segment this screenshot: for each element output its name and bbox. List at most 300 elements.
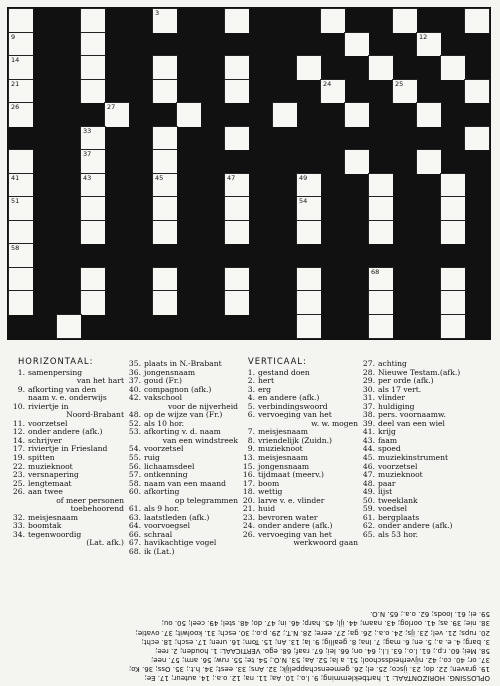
grid-cell-black <box>105 9 129 33</box>
grid-cell-white[interactable] <box>345 150 369 174</box>
grid-cell-white[interactable] <box>9 174 33 198</box>
grid-cell-white[interactable] <box>393 9 417 33</box>
grid-cell-black <box>321 103 345 127</box>
grid-cell-black <box>249 56 273 80</box>
grid-cell-black <box>273 291 297 315</box>
grid-cell-white[interactable] <box>369 315 393 339</box>
grid-cell-black <box>345 244 369 268</box>
grid-cell-white[interactable] <box>417 33 441 57</box>
grid-cell-white[interactable] <box>225 127 249 151</box>
grid-cell-black <box>249 291 273 315</box>
clue-item-text: voorzetsel <box>378 461 418 471</box>
grid-cell-white[interactable] <box>297 221 321 245</box>
grid-cell-black <box>57 244 81 268</box>
grid-cell-black <box>33 174 57 198</box>
grid-cell-white[interactable] <box>297 268 321 292</box>
clue-item-number: 12. <box>12 427 25 437</box>
grid-cell-black <box>393 244 417 268</box>
verticaal-heading: VERTICAAL: <box>248 356 307 366</box>
grid-cell-white[interactable] <box>369 174 393 198</box>
grid-cell-black <box>225 244 249 268</box>
grid-cell-white[interactable] <box>297 315 321 339</box>
clue-item-number: 19. <box>12 453 25 463</box>
grid-cell-black <box>105 174 129 198</box>
clue-number: 56 <box>131 220 140 229</box>
clue-item-text: voorzetsel <box>144 444 184 454</box>
clue-item-number: 2. <box>247 376 255 386</box>
clue-item-text: verbindingswoord <box>258 401 328 411</box>
clue-item-number: 29. <box>362 376 375 386</box>
clue-item-number: 1. <box>247 367 255 377</box>
clue-item-number: 41. <box>362 427 375 437</box>
grid-cell-white[interactable] <box>465 127 489 151</box>
clue-item-text: krijg <box>378 427 396 437</box>
clue-item-text: onder andere (afk.) <box>378 521 453 531</box>
grid-cell-black <box>153 103 177 127</box>
grid-cell-black <box>201 315 225 339</box>
grid-cell-black <box>297 9 321 33</box>
grid-cell-white[interactable] <box>153 9 177 33</box>
clue-item-number <box>10 497 28 506</box>
grid-cell-white[interactable] <box>225 56 249 80</box>
grid-cell-white[interactable] <box>225 291 249 315</box>
clue-item-text: voorvoegsel <box>144 521 191 531</box>
grid-cell-black <box>297 33 321 57</box>
grid-cell-black <box>393 33 417 57</box>
grid-cell-black <box>465 197 489 221</box>
clue-item-text: achting <box>378 359 407 368</box>
grid-cell-black <box>57 268 81 292</box>
clue-item-number: 42. <box>128 393 141 403</box>
clue-item-text: meisjesnaam <box>28 512 78 522</box>
clue-item-number: 48. <box>362 478 375 488</box>
clue-item-number: 58. <box>128 478 141 488</box>
clue-item-text: vervoeging van het <box>258 410 332 420</box>
grid-cell-black <box>201 174 225 198</box>
clue-item-number: 25. <box>12 478 25 488</box>
clue-item-text: voor de nijverheid <box>167 401 238 411</box>
grid-cell-white[interactable] <box>81 33 105 57</box>
grid-cell-black <box>201 221 225 245</box>
clue-item-text: jongensnaam <box>258 461 310 471</box>
grid-cell-white[interactable] <box>465 80 489 104</box>
grid-cell-white[interactable] <box>153 56 177 80</box>
grid-cell-black <box>273 268 297 292</box>
clue-number: 30 <box>371 103 380 111</box>
grid-cell-white[interactable] <box>441 221 465 245</box>
grid-cell-white[interactable] <box>393 80 417 104</box>
grid-cell-white[interactable] <box>81 9 105 33</box>
grid-cell-white[interactable] <box>369 268 393 292</box>
grid-cell-black <box>297 127 321 151</box>
grid-cell-white[interactable] <box>225 197 249 221</box>
clue-item-text: werkwoord gaan <box>293 538 358 548</box>
clue-item-text: van het hart <box>76 376 124 386</box>
solution-line: 37. or; 40. co.; 42. nijverheidsschool; 51. a la; 52. Aa; 53. N.O.; 54. te; 55. ruw; 56. arm; 57. nee; <box>150 655 490 664</box>
clue-item-number: 43. <box>362 435 375 445</box>
grid-cell-white[interactable] <box>9 56 33 80</box>
grid-cell-black <box>81 244 105 268</box>
grid-cell-white[interactable] <box>81 174 105 198</box>
grid-cell-white[interactable] <box>81 197 105 221</box>
clue-item-text: ontkenning <box>144 470 188 480</box>
grid-cell-black <box>129 221 153 245</box>
clue-item-text: bergplaats <box>378 512 420 522</box>
grid-cell-white[interactable] <box>9 80 33 104</box>
grid-cell-white[interactable] <box>417 103 441 127</box>
clue-item-text: boom <box>258 478 280 488</box>
clue-item-number: 49. <box>362 487 375 497</box>
clue-item-text: en andere (afk.) <box>258 393 320 403</box>
clue-item-text: compagnon (afk.) <box>144 384 212 394</box>
grid-cell-black <box>345 56 369 80</box>
clue-item-number: 60. <box>128 487 141 497</box>
clue-number: 60 <box>131 244 140 252</box>
clue-number: 59 <box>35 244 44 252</box>
clue-number: 40 <box>443 150 452 158</box>
grid-cell-white[interactable] <box>441 197 465 221</box>
grid-cell-black <box>177 174 201 198</box>
grid-cell-white[interactable] <box>81 80 105 104</box>
grid-cell-white[interactable] <box>225 174 249 198</box>
clue-item-number: 65. <box>362 529 375 539</box>
clue-item-number: 62. <box>362 521 375 531</box>
grid-cell-black <box>441 80 465 104</box>
clue-item-number: 28. <box>362 367 375 377</box>
grid-cell-white[interactable] <box>441 291 465 315</box>
clue-item-text: spoed <box>378 444 401 454</box>
verticaal-clues <box>240 357 358 548</box>
grid-cell-black <box>441 9 465 33</box>
clue-item-number: 1. <box>17 367 25 377</box>
clue-item-number: 20. <box>242 495 255 505</box>
clue-item-number: 24. <box>242 521 255 531</box>
grid-cell-black <box>177 56 201 80</box>
clue-item-text: havikachtige vogel <box>144 538 217 548</box>
grid-cell-white[interactable] <box>153 80 177 104</box>
grid-cell-white[interactable] <box>57 315 81 339</box>
grid-cell-black <box>57 291 81 315</box>
clue-number: 18 <box>347 56 356 64</box>
solution-line: 3. barg; 4. e. a.; 5. en; 6. mag; 7. Ina; 8. geallig; 9. la; 13. An; 15. Tom; 16. uren; 17. esch; 18. echt; <box>141 637 490 646</box>
grid-cell-black <box>249 315 273 339</box>
clue-number: 29 <box>323 103 332 111</box>
grid-cell-white[interactable] <box>225 9 249 33</box>
clue-number: 22 <box>131 79 140 88</box>
grid-cell-black <box>321 268 345 292</box>
grid-cell-black <box>201 80 225 104</box>
grid-cell-black <box>249 244 273 268</box>
grid-cell-white[interactable] <box>9 291 33 315</box>
grid-cell-white[interactable] <box>9 150 33 174</box>
clue-item-number: 26. <box>12 487 25 497</box>
clue-item-text: spitten <box>28 453 55 463</box>
clue-item-text: w. w. mogen <box>311 418 358 428</box>
grid-cell-white[interactable] <box>9 244 33 268</box>
grid-cell-black <box>57 197 81 221</box>
clue-item-number: 38. <box>362 410 375 420</box>
grid-cell-white[interactable] <box>81 127 105 151</box>
grid-cell-black <box>129 244 153 268</box>
solution-line: 20. rups; 21. vel; 23. ijs; 24. o.a.; 26. ga; 27. eere; 28. N.T.; 29. p.o.; 30. esch; 31. koolwit; 37. ovatie; <box>135 628 490 637</box>
grid-cell-black <box>129 9 153 33</box>
clue-number: 37 <box>83 150 92 158</box>
grid-cell-black <box>321 33 345 57</box>
clue-item-number: 6. <box>247 410 255 420</box>
clue-item <box>126 369 238 378</box>
grid-cell-black <box>393 150 417 174</box>
grid-cell-black <box>465 150 489 174</box>
grid-cell-black <box>273 150 297 174</box>
solution-line: 58. Mei; 60. r.p.; 61. l.o.; 63. l.l.; 64. on; 66. lei; 67. raaf; 68. ego. VERTICAAL: 1. houden; 2. ree; <box>155 646 490 655</box>
grid-cell-black <box>201 33 225 57</box>
clue-item-text: als 53 hor. <box>378 529 419 539</box>
clue-item <box>126 445 238 454</box>
grid-cell-white[interactable] <box>153 221 177 245</box>
grid-cell-black <box>33 103 57 127</box>
grid-cell-white[interactable] <box>369 56 393 80</box>
clue-number: 21 <box>11 79 20 88</box>
grid-cell-black <box>249 197 273 221</box>
clue-item-number: 57. <box>128 470 141 480</box>
clue-number: 62 <box>227 244 236 252</box>
grid-cell-black <box>33 150 57 174</box>
clue-item-number: 37. <box>128 376 141 386</box>
grid-cell-white[interactable] <box>441 315 465 339</box>
horizontaal-clues <box>10 357 124 548</box>
grid-cell-black <box>273 9 297 33</box>
grid-cell-black <box>225 150 249 174</box>
grid-cell-black <box>393 197 417 221</box>
clue-item-number: 35. <box>128 359 141 368</box>
clue-number: 31 <box>467 103 476 111</box>
clue-number: 65 <box>419 244 428 252</box>
grid-cell-white[interactable] <box>153 197 177 221</box>
clue-item-number: 11. <box>12 418 25 428</box>
clue-number: 11 <box>275 32 284 41</box>
clue-item-number: 33. <box>12 521 25 531</box>
grid-cell-white[interactable] <box>225 268 249 292</box>
grid-cell-black <box>321 127 345 151</box>
grid-cell-black <box>177 197 201 221</box>
clue-number: 58 <box>11 244 20 252</box>
grid-cell-white[interactable] <box>225 221 249 245</box>
clue-item-number: 37. <box>362 401 375 411</box>
grid-cell-black <box>33 197 57 221</box>
clue-item-text: naam van een maand <box>144 478 226 488</box>
grid-cell-black <box>9 315 33 339</box>
clue-number: 14 <box>11 56 20 64</box>
verticaal-clues-continued <box>360 360 492 539</box>
grid-cell-white[interactable] <box>465 9 489 33</box>
grid-cell-black <box>153 244 177 268</box>
grid-cell-white[interactable] <box>9 9 33 33</box>
grid-cell-black <box>105 268 129 292</box>
clue-item-number: 47. <box>362 470 375 480</box>
grid-cell-black <box>465 291 489 315</box>
grid-cell-black <box>177 150 201 174</box>
grid-cell-black <box>177 315 201 339</box>
grid-cell-white[interactable] <box>9 221 33 245</box>
clue-item-text: riviertje in Friesland <box>28 444 108 454</box>
grid-cell-white[interactable] <box>441 268 465 292</box>
clue-item-number: 67. <box>128 538 141 548</box>
clue-item-number: 32. <box>12 512 25 522</box>
grid-cell-black <box>393 268 417 292</box>
grid-cell-black <box>441 33 465 57</box>
clue-number: 32 <box>11 126 20 135</box>
grid-cell-white[interactable] <box>153 268 177 292</box>
clue-item-text: jongensnaam <box>144 367 196 377</box>
grid-cell-black <box>105 80 129 104</box>
grid-cell-black <box>369 33 393 57</box>
horizontaal-list <box>10 369 124 548</box>
grid-cell-black <box>57 150 81 174</box>
clue-item-number: 17. <box>242 478 255 488</box>
clue-item-text: schrijver <box>28 435 62 445</box>
clue-item-number <box>10 539 28 548</box>
clue-item-text: meisjesnaam <box>258 427 308 437</box>
clue-number: 1 <box>35 9 40 17</box>
grid-cell-white[interactable] <box>81 291 105 315</box>
grid-cell-black <box>273 221 297 245</box>
clue-number: 17 <box>275 56 284 64</box>
grid-cell-white[interactable] <box>321 9 345 33</box>
solution-line: 19. graven; 22. do; 23. ijsco; 25. el; 26. gemeenschappelijk; 32. Ans; 33. eest; 34. h.t.; 35. Oss; 36. Ko; <box>128 664 490 673</box>
clue-number: 66 <box>35 267 44 276</box>
grid-cell-black <box>201 103 225 127</box>
grid-cell-white[interactable] <box>105 103 129 127</box>
grid-cell-white[interactable] <box>345 33 369 57</box>
clue-item-text: lichaamsdeel <box>144 461 195 471</box>
grid-cell-black <box>129 197 153 221</box>
clue-item-text: afkorting v. d. naam <box>144 427 221 437</box>
grid-cell-white[interactable] <box>153 291 177 315</box>
clue-item-text: gestand doen <box>258 367 310 377</box>
grid-cell-white[interactable] <box>297 291 321 315</box>
clue-number: 8 <box>419 9 424 17</box>
clue-number: 34 <box>203 126 212 135</box>
grid-cell-white[interactable] <box>441 56 465 80</box>
clue-item <box>126 539 238 548</box>
grid-cell-black <box>177 80 201 104</box>
grid-cell-white[interactable] <box>81 56 105 80</box>
grid-cell-black <box>249 33 273 57</box>
clue-item-text: als 17 vert. <box>378 384 422 394</box>
grid-cell-white[interactable] <box>153 127 177 151</box>
clue-item-text: faam <box>378 435 398 445</box>
grid-cell-black <box>105 127 129 151</box>
grid-cell-black <box>201 56 225 80</box>
grid-cell-white[interactable] <box>369 197 393 221</box>
clue-item-number: 7. <box>247 427 255 437</box>
clue-item-text: onder andere (afk.) <box>258 521 333 531</box>
clue-item-text: bevroren water <box>258 512 318 522</box>
clue-item-text: op de wijze van (Fr.) <box>144 410 223 420</box>
clue-number: 57 <box>275 220 284 229</box>
grid-cell-black <box>369 244 393 268</box>
clue-item <box>126 497 238 506</box>
clue-item-text: lengtemaat <box>28 478 72 488</box>
clue-item-text: van een windstreek <box>162 435 238 445</box>
clue-item-text: goud (Fr.) <box>144 376 183 386</box>
grid-cell-black <box>393 221 417 245</box>
grid-cell-black <box>441 150 465 174</box>
grid-cell-white[interactable] <box>153 174 177 198</box>
clue-item-number: 46. <box>362 461 375 471</box>
clue-item-number: 55. <box>128 453 141 463</box>
clue-number: 54 <box>299 197 308 205</box>
grid-cell-white[interactable] <box>417 150 441 174</box>
grid-cell-white[interactable] <box>345 103 369 127</box>
clue-item-text: erg <box>258 384 271 394</box>
grid-cell-black <box>33 244 57 268</box>
grid-cell-black <box>297 103 321 127</box>
grid-cell-white[interactable] <box>81 150 105 174</box>
clue-number: 52 <box>131 197 140 205</box>
grid-cell-black <box>369 127 393 151</box>
clue-number: 61 <box>203 244 212 252</box>
clue-item-number: 18. <box>242 487 255 497</box>
grid-cell-black <box>201 244 225 268</box>
grid-cell-white[interactable] <box>369 221 393 245</box>
grid-cell-black <box>129 291 153 315</box>
grid-cell-white[interactable] <box>9 103 33 127</box>
clue-item-number: 31. <box>362 393 375 403</box>
grid-cell-white[interactable] <box>321 80 345 104</box>
grid-cell-black <box>105 244 129 268</box>
grid-cell-white[interactable] <box>225 80 249 104</box>
clue-item-number: 22. <box>12 461 25 471</box>
grid-cell-white[interactable] <box>177 103 201 127</box>
grid-cell-white[interactable] <box>81 268 105 292</box>
grid-cell-black <box>441 244 465 268</box>
grid-cell-white[interactable] <box>81 221 105 245</box>
grid-cell-black <box>57 56 81 80</box>
grid-cell-white[interactable] <box>273 103 297 127</box>
clue-number: 45 <box>155 173 164 182</box>
grid-cell-black <box>33 80 57 104</box>
grid-cell-white[interactable] <box>297 174 321 198</box>
grid-cell-white[interactable] <box>441 174 465 198</box>
grid-cell-black <box>105 33 129 57</box>
clue-number: 16 <box>179 56 188 64</box>
grid-cell-black <box>177 268 201 292</box>
horizontaal-clues-continued <box>126 360 238 557</box>
clue-item-number: 61. <box>362 512 375 522</box>
clue-item-number: 50. <box>362 495 375 505</box>
grid-cell-black <box>465 174 489 198</box>
grid-cell-black <box>393 174 417 198</box>
grid-cell-white[interactable] <box>369 291 393 315</box>
clue-item-text: muzieknoot <box>378 470 423 480</box>
grid-cell-black <box>345 268 369 292</box>
grid-cell-white[interactable] <box>9 268 33 292</box>
grid-cell-white[interactable] <box>153 150 177 174</box>
grid-cell-white[interactable] <box>297 197 321 221</box>
clue-item-text: vakschool <box>144 393 183 403</box>
grid-cell-white[interactable] <box>9 197 33 221</box>
grid-cell-white[interactable] <box>297 56 321 80</box>
clue-number: 35 <box>347 126 356 135</box>
clue-item-text: hert <box>258 376 275 386</box>
clue-item-number: 45. <box>362 453 375 463</box>
clue-number: 25 <box>395 79 404 88</box>
clue-item-number: 40. <box>128 384 141 394</box>
grid-cell-white[interactable] <box>9 33 33 57</box>
clue-item-number: 26. <box>242 529 255 539</box>
grid-cell-black <box>33 56 57 80</box>
